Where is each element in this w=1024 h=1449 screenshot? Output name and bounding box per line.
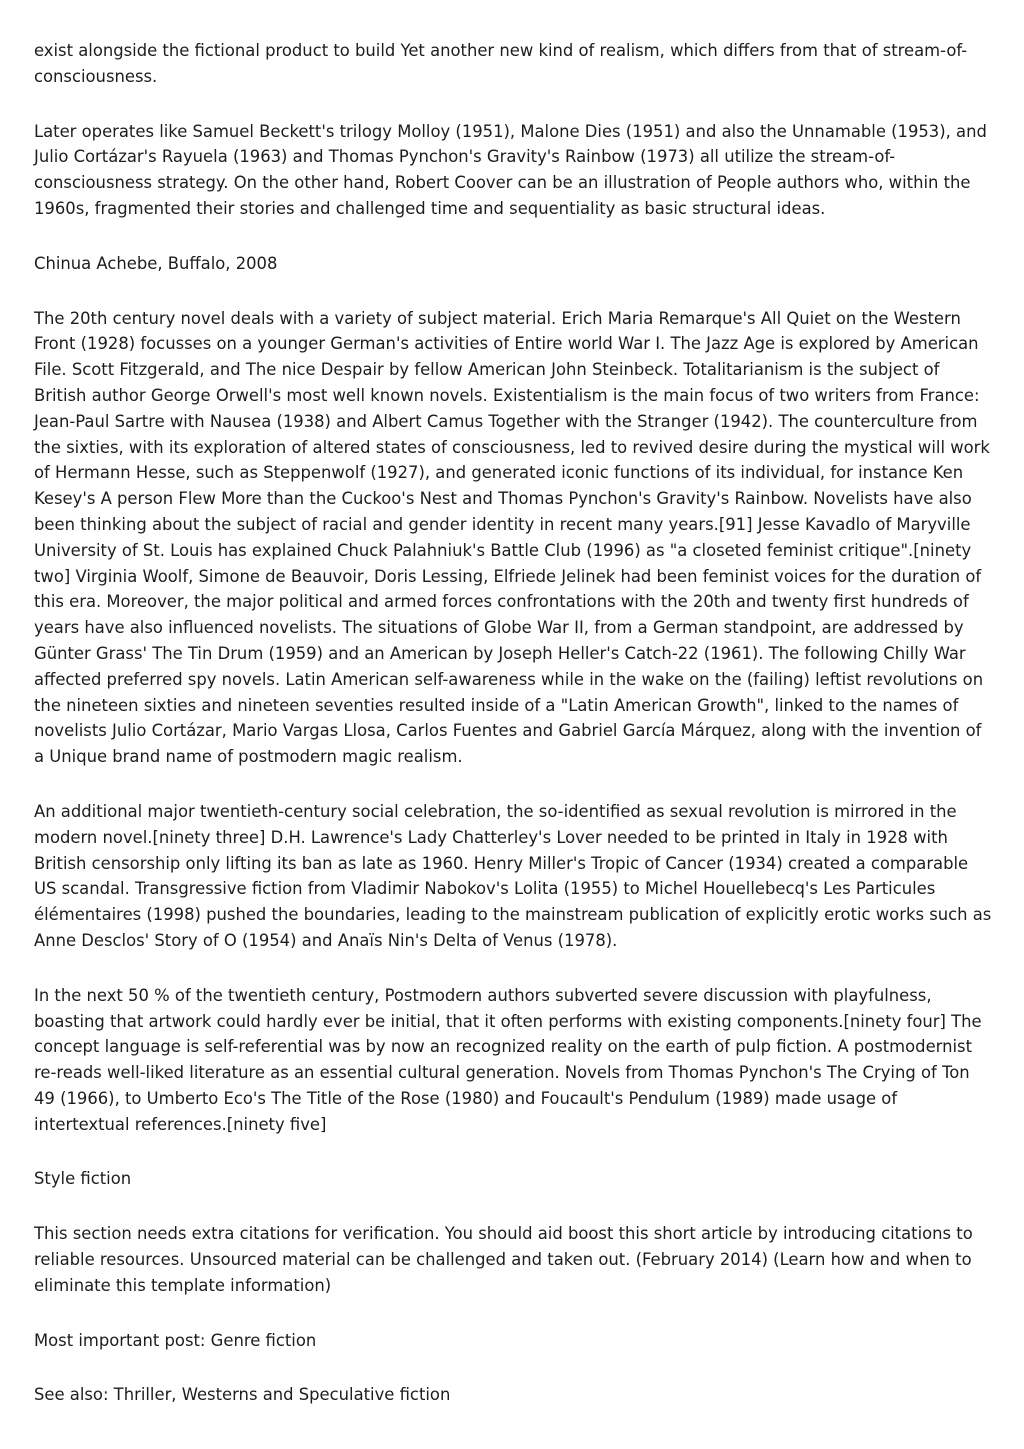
paragraph-sexual-revolution: An additional major twentieth-century social celebration, the so-identified as sexual revolution is mirrored in the modern novel.[ninety three] D.H. Lawrence's Lady Chatterley's Lover needed to be printed in Italy in 1928 with British censorship only lifting its ban as late as 1960. Henry Miller's Tropic of Cancer (1934) created a comparable US scandal. Transgressive fiction from Vladimir Nabokov's Lolita (1955) to Michel Houellebecq's Les Particules élémentaires (1998) pushed the boundaries, leading to the mainstream publication of explicitly erotic works such as Anne Desclos' Story of O (1954) and Anaïs Nin's Delta of Venus (1978). bbox=[34, 801, 992, 950]
article-body bbox=[34, 38, 994, 1437]
main-article-note: Most important post: Genre fiction bbox=[34, 1330, 317, 1350]
paragraph-stream-of-consciousness-end: exist alongside the fictional product to build Yet another new kind of realism, which differs from that of stream-of-consciousness. bbox=[34, 41, 968, 86]
citation-notice: This section needs extra citations for verification. You should aid boost this short article by introducing citations to reliable resources. Unsourced material can be challenged and taken out. (February 2014) (Learn how and when to eliminate this template information) bbox=[34, 1224, 973, 1295]
paragraph-20th-century-novel: The 20th century novel deals with a variety of subject material. Erich Maria Remarque's All Quiet on the Western Front (1928) focusses on a younger German's activities of Entire world War I. The Jazz Age is explored by American File. Scott Fitzgerald, and The nice Despair by fellow American John Steinbeck. Totalitarianism is the subject of British author George Orwell's most well known novels. Existentialism is the main focus of two writers from France: Jean-Paul Sartre with Nausea (1938) and Albert Camus Together with the Stranger (1942). The counterculture from the sixties, with its exploration of altered states of consciousness, led to revived desire during the mystical will work of Hermann Hesse, such as Steppenwolf (1927), and generated iconic functions of its individual, for instance Ken Kesey's A person Flew More than the Cuckoo's Nest and Thomas Pynchon's Gravity's Rainbow. Novelists have also been thinking about the subject of racial and gender identity in recent many years.[91] Jesse Kavadlo of Maryville University of St. Louis has explained Chuck Palahniuk's Battle Club (1996) as "a closeted feminist critique".[ninety two] Virginia Woolf, Simone de Beauvoir, Doris Lessing, Elfriede Jelinek had been feminist voices for the duration of this era. Moreover, the major political and armed forces confrontations with the 20th and twenty first hundreds of years have also influenced novelists. The situations of Globe War II, from a German standpoint, are addressed by Günter Grass' The Tin Drum (1959) and an American by Joseph Heller's Catch-22 (1961). The following Chilly War affected preferred spy novels. Latin American self-awareness while in the wake on the (failing) leftist revolutions on the nineteen sixties and nineteen seventies resulted inside of a "Latin American Growth", linked to the names of novelists Julio Cortázar, Mario Vargas Llosa, Carlos Fuentes and Gabriel García Márquez, along with the invention of a Unique brand name of postmodern magic realism. bbox=[34, 308, 990, 767]
see-also-note: See also: Thriller, Westerns and Speculative fiction bbox=[34, 1385, 451, 1405]
image-caption: Chinua Achebe, Buffalo, 2008 bbox=[34, 253, 278, 273]
paragraph-later-works: Later operates like Samuel Beckett's trilogy Molloy (1951), Malone Dies (1951) and also the Unnamable (1953), and Julio Cortázar's Rayuela (1963) and Thomas Pynchon's Gravity's Rainbow (1973) all utilize the stream-of-consciousness strategy. On the other hand, Robert Coover can be an illustration of People authors who, within the 1960s, fragmented their stories and challenged time and sequentiality as basic structural ideas. bbox=[34, 121, 987, 218]
section-heading-genre-fiction: Style fiction bbox=[34, 1169, 132, 1189]
paragraph-postmodern: In the next 50 % of the twentieth century, Postmodern authors subverted severe discussion with playfulness, boasting that artwork could hardly ever be initial, that it often performs with existing components.[ninety four] The concept language is self-referential was by now an recognized reality on the earth of pulp fiction. A postmodernist re-reads well-liked literature as an essential cultural generation. Novels from Thomas Pynchon's The Crying of Ton 49 (1966), to Umberto Eco's The Title of the Rose (1980) and Foucault's Pendulum (1989) made usage of intertextual references.[ninety five] bbox=[34, 985, 982, 1134]
